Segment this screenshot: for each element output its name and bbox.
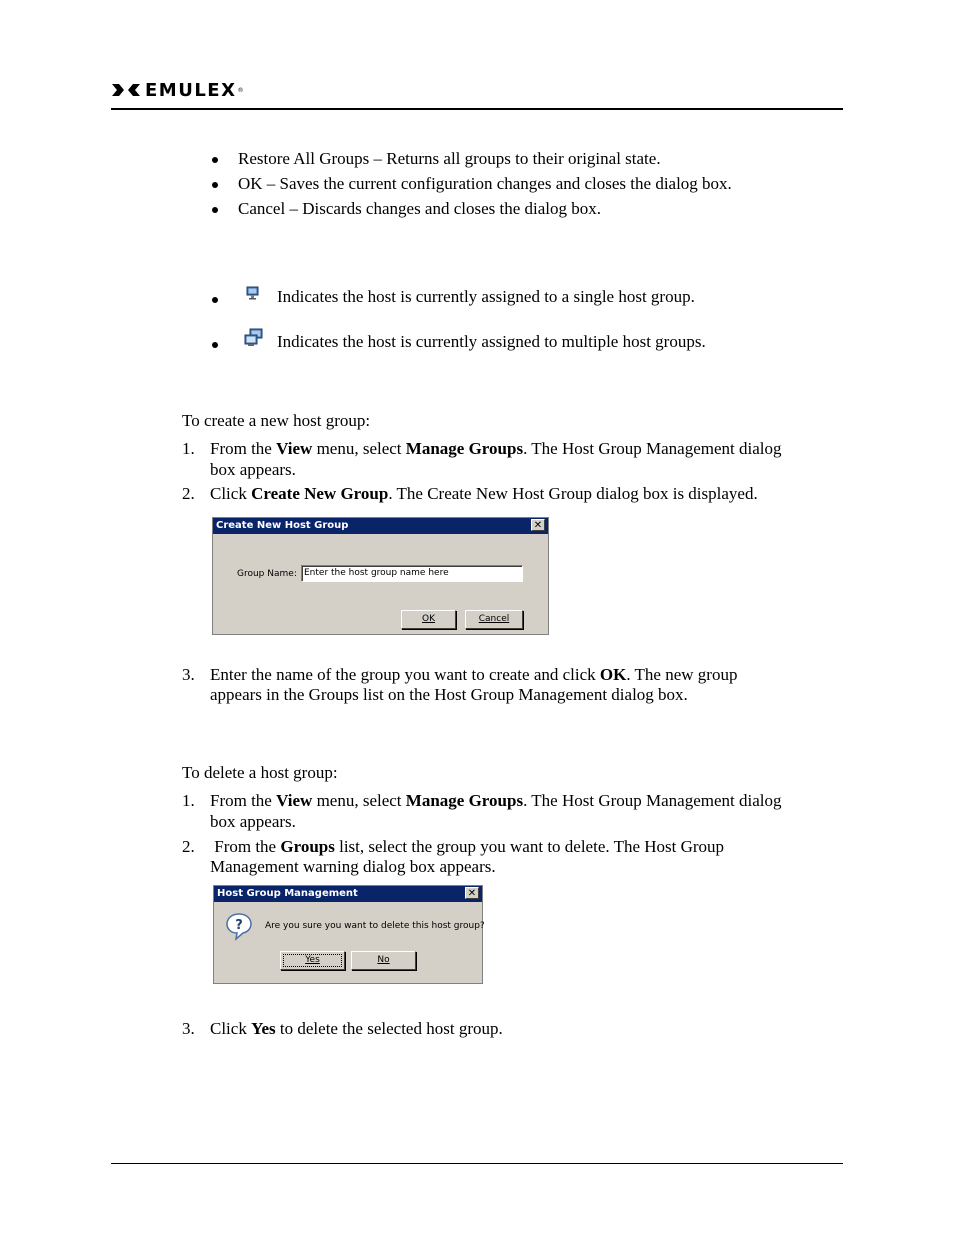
groups-list-ref: Groups [280,837,335,856]
brand-logo [111,80,243,100]
dialog-title-bar [213,518,548,534]
step-number: 3. [182,665,195,684]
footer-rule [111,1163,843,1164]
step-number: 1. [182,439,195,458]
dialog-title: Create New Host Group [216,520,349,531]
group-name-input[interactable]: Enter the host group name here [301,565,523,582]
bullet-restore-all-groups: Restore All Groups – Returns all groups to their original state. [238,149,661,168]
bullet-dot [212,297,218,303]
bullet-cancel: Cancel – Discards changes and closes the dialog box. [238,199,602,218]
delete-step-2: From the Groups list, select the group you want to delete. The Host Group [210,837,725,856]
single-host-description: Indicates the host is currently assigned to a single host group. [277,287,695,306]
create-step-1-cont: box appears. [210,460,296,479]
bullet-dot [212,182,218,188]
step-number: 2. [182,484,195,503]
multiple-hosts-icon [243,328,265,348]
single-host-icon [245,285,261,301]
create-intro: To create a new host group: [182,411,371,430]
brand-name: EMULEX [145,79,237,101]
close-icon[interactable]: ✕ [465,887,479,899]
manage-groups-ref: Manage Groups [405,439,524,458]
bullet-dot [212,207,218,213]
manage-groups-ref: Manage Groups [405,791,524,810]
host-group-management-dialog [213,885,483,984]
view-menu-ref: View [276,439,313,458]
create-step-3: Enter the name of the group you want to create and click OK. The new group [210,665,738,684]
close-icon[interactable]: ✕ [531,519,545,531]
create-step-3-cont: appears in the Groups list on the Host Group Management dialog box. [210,685,688,704]
delete-step-1: From the View menu, select Manage Groups. The Host Group Management dialog [210,791,782,810]
dialog-title-bar [214,886,482,902]
cancel-button[interactable]: Cancel [465,610,523,629]
view-menu-ref: View [276,791,313,810]
step-number: 2. [182,837,195,856]
bullet-ok: OK – Saves the current configuration changes and closes the dialog box. [238,174,732,193]
trademark-symbol: ® [237,86,244,94]
confirm-message: Are you sure you want to delete this host group? [265,921,485,931]
step-number: 3. [182,1019,195,1038]
create-new-host-group-dialog [212,517,549,635]
create-step-1: From the View menu, select Manage Groups. The Host Group Management dialog [210,439,782,458]
multiple-hosts-description: Indicates the host is currently assigned to multiple host groups. [277,332,706,351]
delete-step-2-cont: Management warning dialog box appears. [210,857,496,876]
group-name-label: Group Name: [237,569,297,579]
delete-intro: To delete a host group: [182,763,338,782]
step-number: 1. [182,791,195,810]
question-icon [224,911,254,941]
ok-ref: OK [599,665,627,684]
create-new-group-ref: Create New Group [251,484,389,503]
svg-text:?: ? [235,918,243,933]
no-button[interactable]: No [351,951,416,970]
delete-step-3: Click Yes to delete the selected host group. [210,1019,503,1038]
yes-button[interactable]: Yes [280,951,345,970]
create-step-2: Click Create New Group. The Create New Host Group dialog box is displayed. [210,484,758,503]
yes-ref: Yes [251,1019,276,1038]
emulex-logo-icon [111,82,141,98]
dialog-title: Host Group Management [217,888,358,899]
delete-step-1-cont: box appears. [210,812,296,831]
bullet-dot [212,157,218,163]
bullet-dot [212,342,218,348]
ok-button[interactable]: OK [401,610,456,629]
header-rule [111,108,843,110]
